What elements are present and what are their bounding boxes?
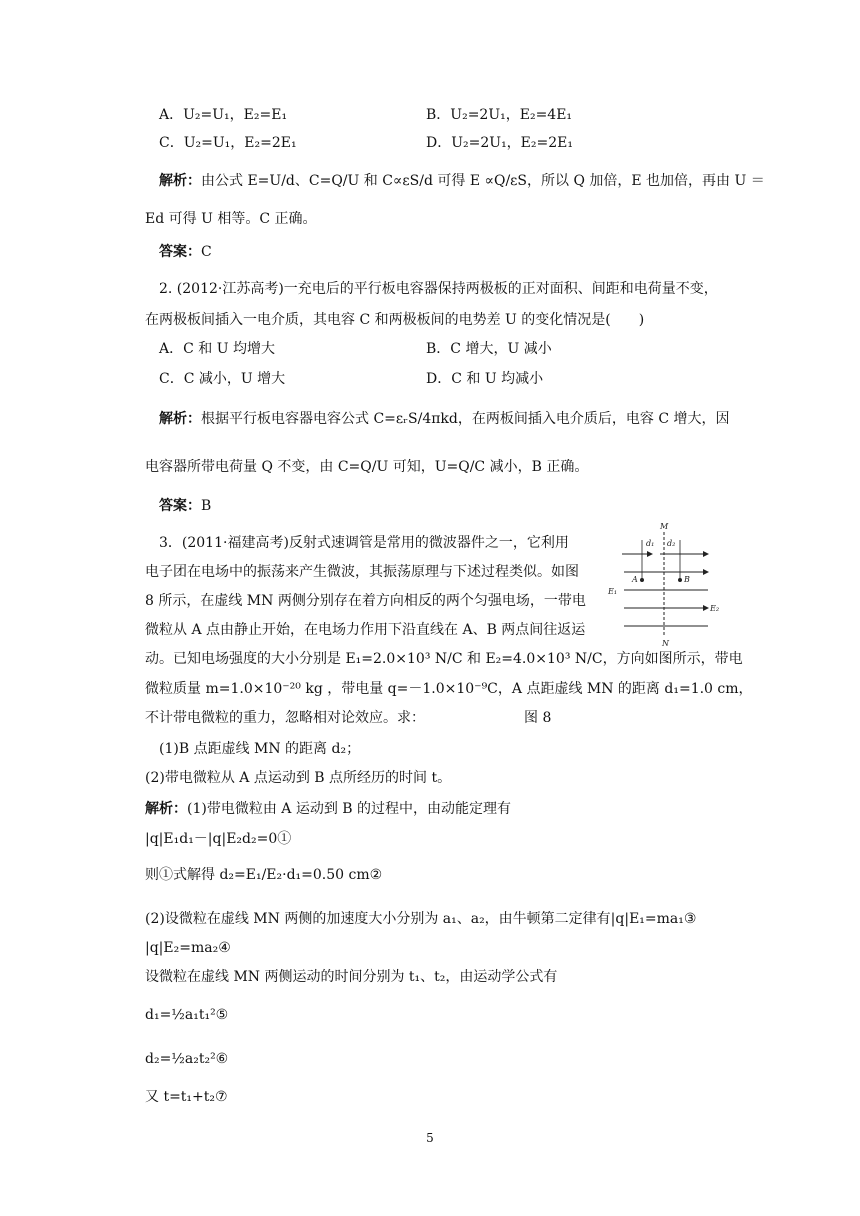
- q3-sub2: (2)带电微粒从 A 点运动到 B 点所经历的时间 t。: [145, 770, 452, 786]
- q3-solution-line3: 则①式解得 d₂=E₁/E₂·d₁=0.50 cm②: [145, 867, 383, 883]
- option-d: D．U₂=2U₁，E₂=2E₁: [426, 135, 573, 151]
- q2-analysis-line1: [159, 410, 729, 428]
- q2-option-a: A．C 和 U 均增大: [159, 341, 275, 357]
- q2-stem-line1: 2. (2012·江苏高考)一充电后的平行板电容器保持两极板的正对面积、间距和电荷量不变，: [159, 281, 718, 297]
- analysis-label: 解析：: [145, 801, 187, 817]
- q3-stem-line5: 动。已知电场强度的大小分别是 E₁=2.0×10³ N/C 和 E₂=4.0×10³ N/C，方向如图所示，带电: [145, 651, 743, 667]
- label-e1: E₁: [608, 587, 618, 596]
- q3-solution-line4: (2)设微粒在虚线 MN 两侧的加速度大小分别为 a₁、a₂，由牛顿第二定律有|q|E₁=ma₁③: [145, 911, 697, 927]
- answer-value: C: [201, 244, 212, 260]
- q3-solution-line1: [145, 800, 511, 818]
- page-number: 5: [426, 1131, 434, 1145]
- field-lines: [622, 554, 708, 626]
- label-m: M: [660, 522, 669, 531]
- label-d1: d₁: [646, 539, 655, 548]
- answer-label: 答案：: [159, 244, 201, 260]
- analysis-text: 根据平行板电容器电容公式 C=εᵣS/4πkd，在两板间插入电介质后，电容 C 增大，因: [201, 411, 730, 427]
- option-c: C．U₂=U₁，E₂=2E₁: [159, 135, 297, 151]
- option-b: B．U₂=2U₁，E₂=4E₁: [426, 107, 573, 123]
- analysis-prev-line2: Ed 可得 U 相等。C 正确。: [145, 211, 317, 227]
- q3-stem-line2: 电子团在电场中的振荡来产生微波，其振荡原理与下述过程类似。如图: [145, 564, 579, 580]
- label-e2: E₂: [710, 604, 720, 613]
- field-diagram: [604, 520, 724, 648]
- q3-solution-line9: 又 t=t₁+t₂⑦: [145, 1089, 228, 1105]
- label-a: A: [632, 575, 638, 584]
- q2-option-c: C．C 减小，U 增大: [159, 371, 286, 387]
- q3-solution-line8: d₂=½a₂t₂²⑥: [145, 1051, 229, 1067]
- answer-value: B: [201, 498, 212, 514]
- analysis-label: 解析：: [159, 173, 201, 189]
- q3-stem-line3: 8 所示，在虚线 MN 两侧分别存在着方向相反的两个匀强电场，一带电: [145, 593, 586, 609]
- answer-label: 答案：: [159, 498, 201, 514]
- q3-solution-line6: 设微粒在虚线 MN 两侧运动的时间分别为 t₁、t₂，由运动学公式有: [145, 969, 558, 985]
- q3-solution-line7: d₁=½a₁t₁²⑤: [145, 1007, 229, 1023]
- q3-sub1: (1)B 点距虚线 MN 的距离 d₂；: [159, 741, 361, 757]
- q2-answer: [159, 497, 211, 515]
- figure-caption: 图 8: [524, 710, 552, 726]
- point-a: [640, 578, 644, 582]
- q2-stem-line2: 在两极板间插入一电介质，其电容 C 和两极板间的电势差 U 的变化情况是( ): [145, 312, 645, 328]
- q3-stem-line1: 3．(2011·福建高考)反射式速调管是常用的微波器件之一，它利用: [159, 535, 569, 551]
- analysis-label: 解析：: [159, 411, 201, 427]
- q2-analysis-line2: 电容器所带电荷量 Q 不变，由 C=Q/U 可知，U=Q/C 减小，B 正确。: [145, 459, 589, 475]
- label-b: B: [684, 575, 690, 584]
- point-b: [678, 578, 682, 582]
- label-n: N: [662, 639, 669, 648]
- q2-option-d: D．C 和 U 均减小: [426, 371, 544, 387]
- q2-option-b: B．C 增大，U 减小: [426, 341, 552, 357]
- label-d2: d₂: [667, 539, 676, 548]
- analysis-text: (1)带电微粒由 A 运动到 B 的过程中，由动能定理有: [187, 801, 512, 817]
- q3-solution-line2: |q|E₁d₁－|q|E₂d₂=0①: [145, 831, 292, 847]
- analysis-text: 由公式 E=U/d、C=Q/U 和 C∝εS/d 可得 E ∝Q/εS，所以 Q 加倍，E 也加倍，再由 U ＝: [201, 173, 765, 189]
- option-a: A．U₂=U₁，E₂=E₁: [159, 107, 288, 123]
- analysis-prev-line1: [159, 172, 765, 190]
- q3-stem-line4: 微粒从 A 点由静止开始，在电场力作用下沿直线在 A、B 两点间往返运: [145, 622, 586, 638]
- q3-solution-line5: |q|E₂=ma₂④: [145, 940, 231, 956]
- answer-prev: [159, 243, 212, 261]
- q3-stem-line7: 不计带电微粒的重力，忽略相对论效应。求：: [145, 710, 425, 726]
- q3-stem-line6: 微粒质量 m=1.0×10⁻²⁰ kg ，带电量 q=－1.0×10⁻⁹C，A 点距虚线 MN 的距离 d₁=1.0 cm，: [145, 681, 753, 697]
